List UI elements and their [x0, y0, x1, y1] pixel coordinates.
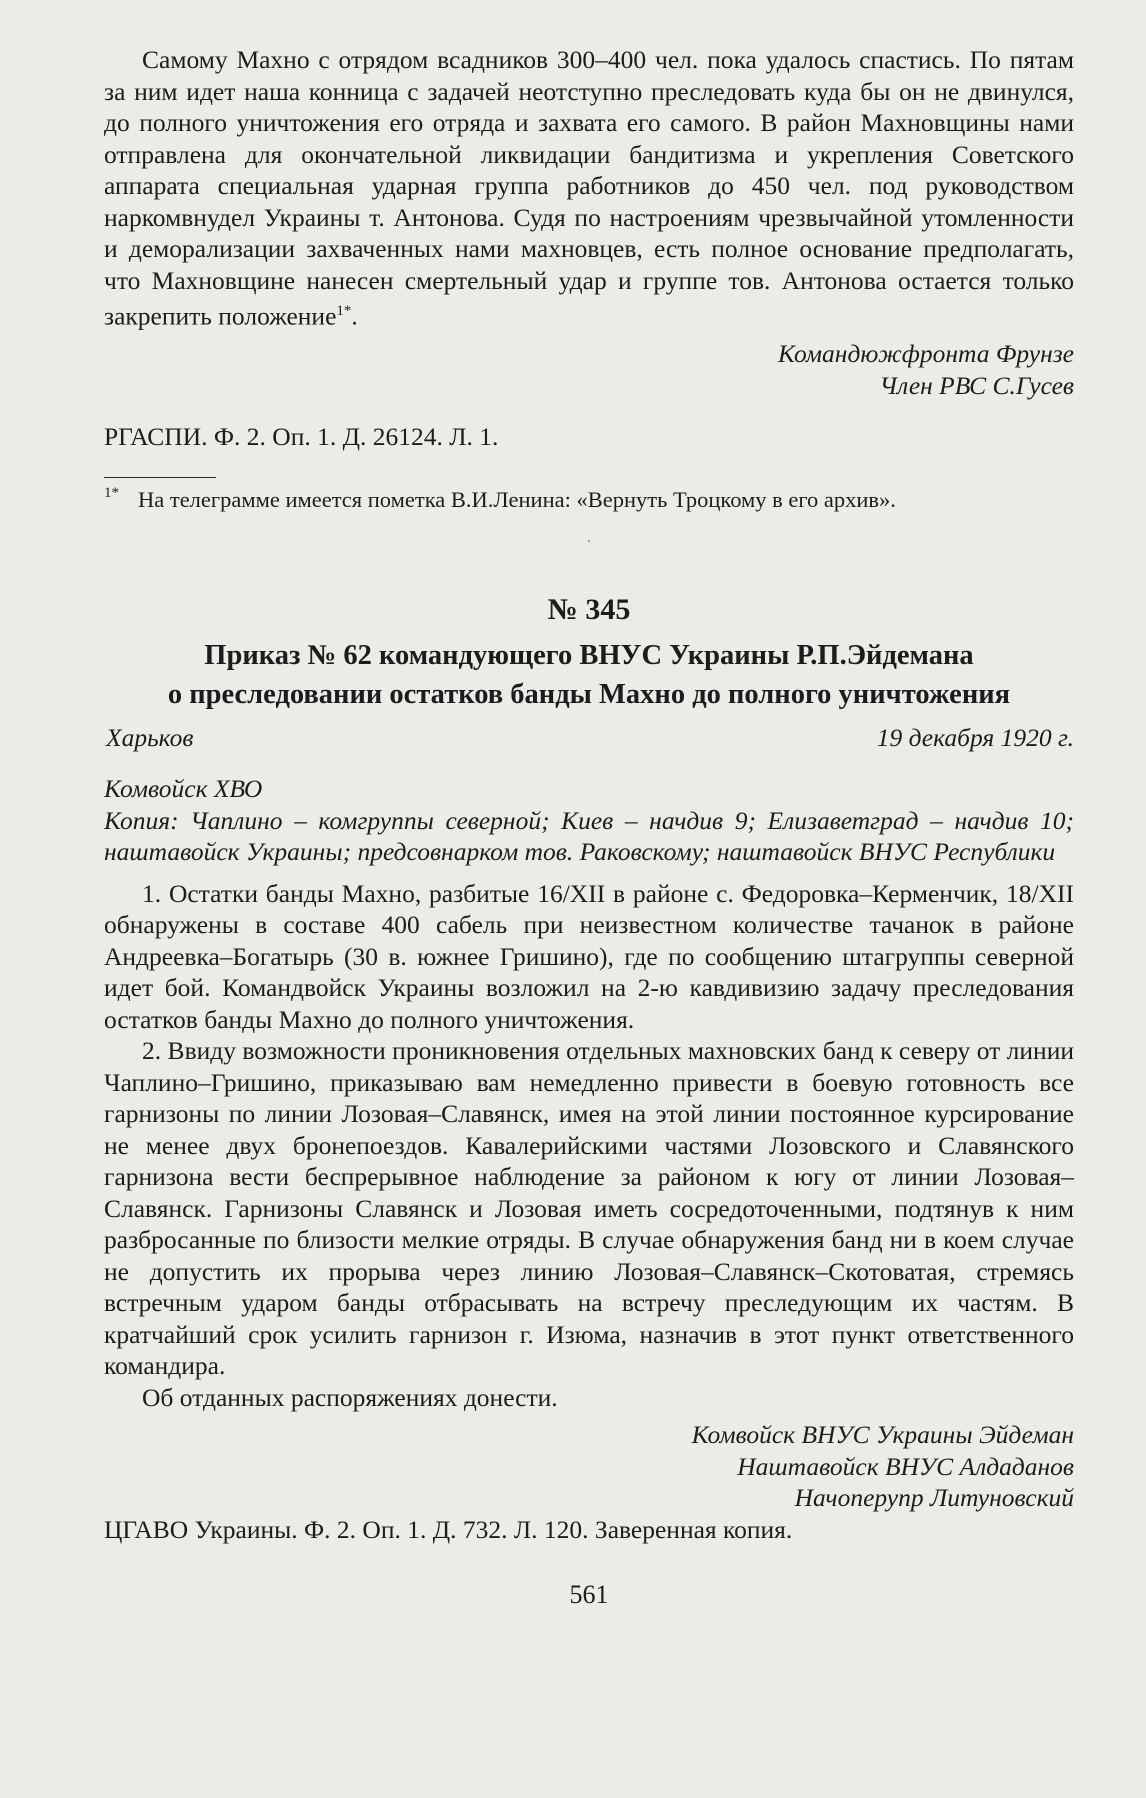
signature-litunovsky: Начоперупр Литуновский	[794, 1483, 1074, 1512]
signature-frunze: Командюжфронта Фрунзе	[778, 339, 1074, 368]
section-dot-ornament: ·	[586, 534, 592, 550]
footnote-label: 1*	[104, 484, 119, 501]
document-addressee: Комвойск ХВО	[104, 774, 263, 803]
document-copies: Копия: Чаплино – комгруппы северной; Киев – начдив 9; Елизаветград – начдив 10; наштавойск Украины; предсовнарком тов. Раковскому; наштавойск ВНУС Республики	[104, 805, 1074, 866]
order-point-1: 1. Остатки банды Махно, разбитые 16/XII в районе с. Федоровка–Керменчик, 18/XII обнаружены в составе 400 сабель при неизвестном количестве тачанок в районе Андреевка–Богатырь (30 в. южнее Гришино), где по сообщению штагруппы северной идет бой. Командвойск Украины возложил на 2-ю кавдивизию задачу преследования остатков банды Махно до полного уничтожения.	[104, 878, 1074, 1034]
footnote-marker: 1*	[336, 303, 352, 319]
footnote	[104, 486, 1074, 514]
book-page	[104, 44, 1074, 1611]
signature-aldadanov: Наштавойск ВНУС Алдаданов	[737, 1451, 1074, 1481]
document-title-line-1: Приказ № 62 командующего ВНУС Украины Р.П.Эйдемана	[204, 639, 974, 671]
footnote-divider	[104, 477, 216, 478]
order-point-2: 2. Ввиду возможности проникновения отдельных махновских банд к северу от линии Чаплино–Гришино, приказываю вам немедленно привести в боевую готовность все гарнизоны по линии Лозовая–Славянск, имея на этой линии постоянное курсирование не менее двух бронепоездов. Кавалерийскими частями Лозовского и Славянского гарнизона вести беспрерывное наблюдение за районом к югу от линии Лозовая–Славянск. Гарнизоны Славянск и Лозовая иметь сосредоточенными, подтянув к ним разбросанные по близости мелкие отряды. В случае обнаружения банд ни в коем случае не допустить их прорыва через линию Лозовая–Славянск–Скотоватая, стремясь встречным ударом банды отбрасывать на встречу преследующим их частям. В кратчайший срок усилить гарнизон г. Изюма, назначив в этот пункт ответственного командира.	[104, 1036, 1074, 1380]
telegram-closing-paragraph	[104, 44, 1074, 332]
telegram-paragraph-end: .	[351, 301, 358, 331]
archive-reference-rgaspi: РГАСПИ. Ф. 2. Оп. 1. Д. 26124. Л. 1.	[104, 422, 499, 451]
place-date-line	[104, 722, 1074, 754]
signature-eideman: Комвойск ВНУС Украины Эйдеман	[691, 1420, 1074, 1449]
signature-gusev: Член РВС С.Гусев	[879, 370, 1074, 400]
page-number: 561	[569, 1580, 609, 1609]
order-closing: Об отданных распоряжениях донести.	[142, 1382, 558, 1412]
telegram-paragraph-text: Самому Махно с отрядом всадников 300–400 чел. пока удалось спастись. По пятам за ним идет наша конница с задачей неотступно преследовать куда бы он не двинулся, до полного уничтожения его отряда и захвата его самого. В район Махновщины нами отправлена для окончательной ликвидации бандитизма и укрепления Советского аппарата специальная ударная группа работников до 450 чел. под руководством наркомвнудел Украины т. Антонова. Судя по настроениям чрезвычайной утомленности и деморализации захваченных нами махновцев, есть полное основание предполагать, что Махновщине нанесен смертельный удар и группе тов. Антонова остается только закрепить положение	[104, 45, 1074, 331]
footnote-text: На телеграмме имеется пометка В.И.Ленина: «Вернуть Троцкому в его архив».	[138, 486, 896, 512]
document-number: № 345	[547, 592, 631, 626]
archive-reference-tsgavo: ЦГАВО Украины. Ф. 2. Оп. 1. Д. 732. Л. 120. Заверенная копия.	[104, 1514, 793, 1544]
document-title-line-2: о преследовании остатков банды Махно до полного уничтожения	[167, 678, 1011, 710]
document-place: Харьков	[106, 722, 194, 752]
document-date: 19 декабря 1920 г.	[876, 722, 1074, 752]
